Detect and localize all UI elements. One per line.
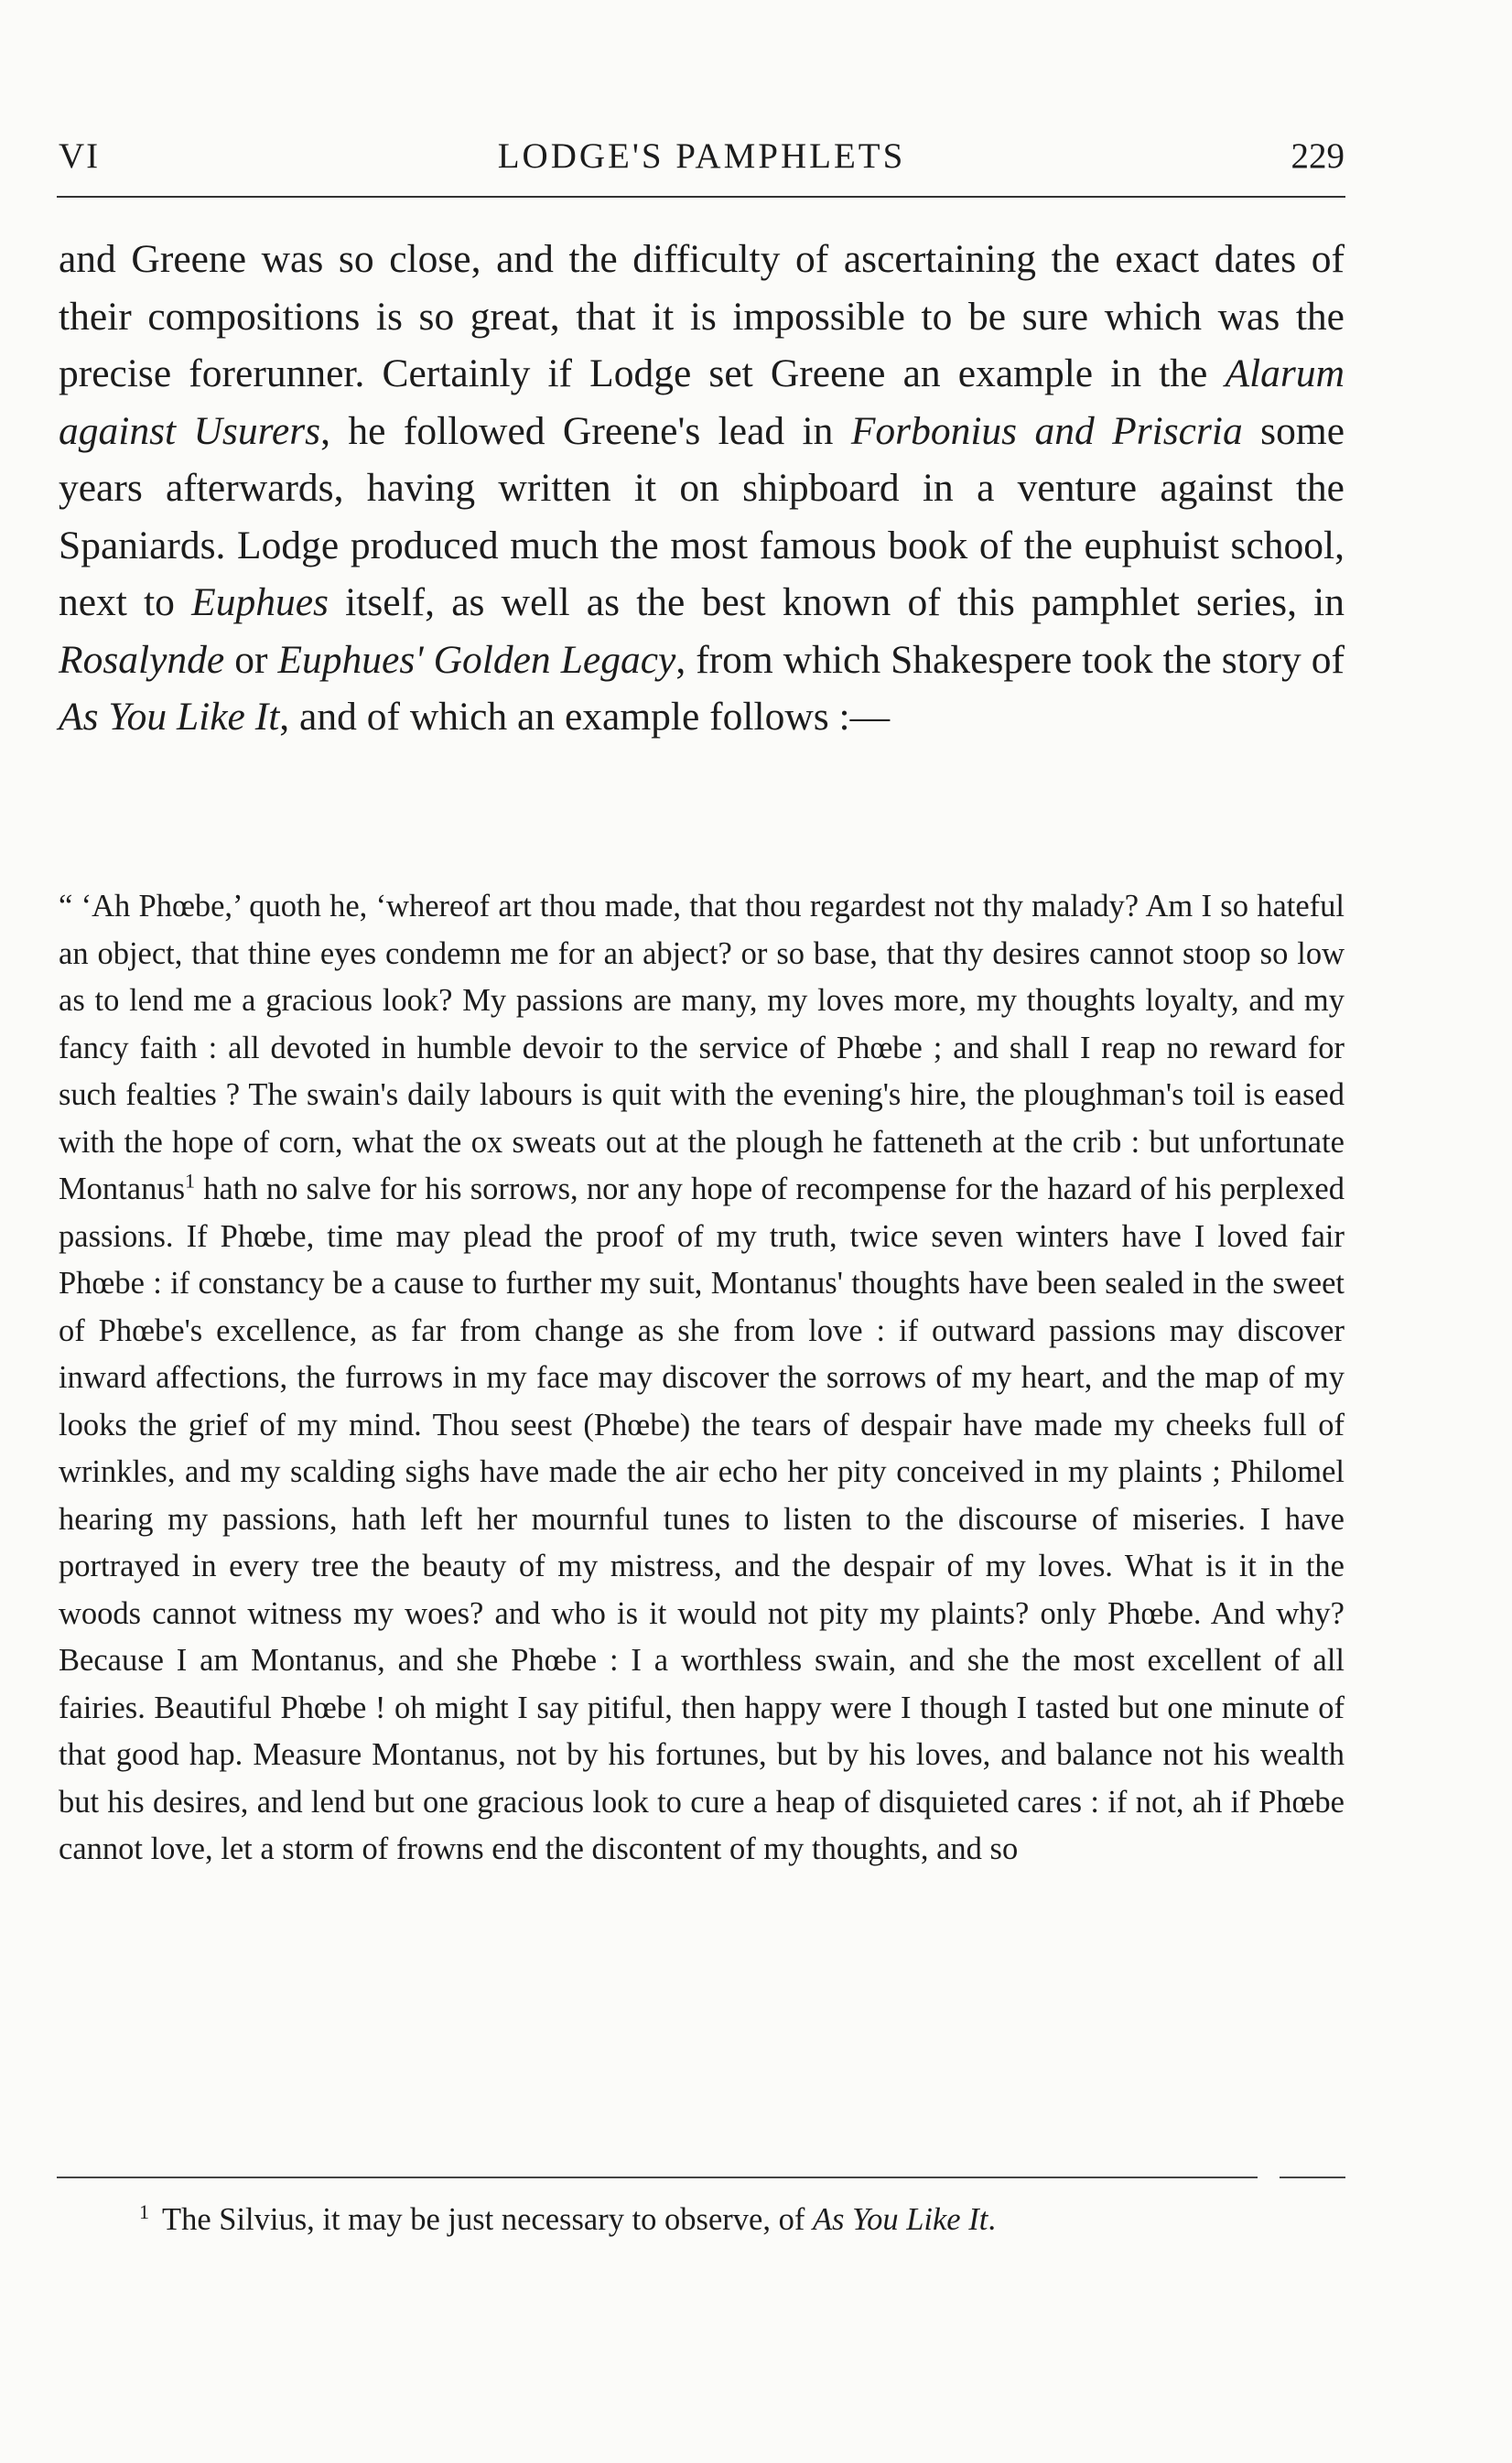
footnote-end: . [988,2202,996,2237]
quote-text-segment: “ ‘Ah Phœbe,’ quoth he, ‘whereof art thou made, that thou regardest not thy malady? Am I so hateful an object, that thine eyes condemn me for an abject? or so base, that thy desires cannot stoop so low as to lend me a gracious look? My passions are many, my loves more, my thoughts loyalty, and my fancy faith : all devoted in humble devoir to the service of Phœbe ; and shall I reap no reward for such fealties ? The swain's daily labours is quit with the evening's hire, the ploughman's toil is eased with the hope of corn, what the ox sweats out at the plough he fatteneth at the crib : but unfortunate Montanus [59,889,1345,1206]
title-alarum-against-usurers: Alarum against Usurers [59,351,1345,453]
footnote-mark: 1 [139,2199,149,2223]
title-rosalynde: Rosalynde [59,637,225,682]
block-quotation [59,883,1345,1874]
body-text-segment: , he followed Greene's lead in [320,408,851,453]
title-forbonius-and-priscria: Forbonius and Priscria [850,408,1243,453]
body-text-segment: or [224,637,278,682]
body-text-segment: , and of which an example follows :— [279,695,891,739]
quote-text-segment: hath no salve for his sorrows, nor any hope of recompense for the hazard of his perplexed passions. If Phœbe, time may plead the proof of my truth, twice seven winters have I loved fair Phœbe : if constancy be a cause to further my suit, Montanus' thoughts have been sealed in the sweet of Phœbe's excellence, as far from change as she from love : if outward passions may discover inward affections, the furrows in my face may discover the sorrows of my heart, and the map of my looks the grief of my mind. Thou seest (Phœbe) the tears of despair have made my cheeks full of wrinkles, and my scalding sighs have made the air echo her pity conceived in my plaints ; Philomel hearing my passions, hath left her mournful tunes to listen to the discourse of miseries. I have portrayed in every tree the beauty of my mistress, and the despair of my loves. What is it in the woods cannot witness my woes? and who is it would not pity my plaints? only Phœbe. And why? Because I am Montanus, and she Phœbe : I a worthless swain, and she the most excellent of all fairies. Beautiful Phœbe ! oh might I say pitiful, then happy were I though I tasted but one minute of that good hap. Measure Montanus, not by his fortunes, but by his loves, and balance not his wealth but his desires, and lend but one gracious look to cure a heap of disquieted cares : if not, ah if Phœbe cannot love, let a storm of frowns end the discontent of my thoughts, and so [59,1172,1345,1866]
body-text-segment: , from which Shakespere took the story of [675,637,1345,682]
footnote-rule-tail [1280,2177,1345,2178]
footnote-rule [57,2177,1258,2178]
footnote-text: The Silvius, it may be just necessary to observe, of [162,2202,813,2237]
title-euphues-golden-legacy: Euphues' Golden Legacy [277,637,676,682]
body-paragraph [59,231,1345,746]
body-text-segment: itself, as well as the best known of this pamphlet series, in [328,580,1345,624]
title-euphues: Euphues [191,580,329,624]
body-text-segment: and Greene was so close, and the difficulty of ascertaining the exact dates of their compositions is so great, that it is impossible to be sure which was the precise forerunner. Certainly if Lodge set Greene an example in the [59,237,1345,395]
chapter-number: VI [59,136,101,176]
header-rule [57,196,1345,198]
footnote [59,2197,1345,2242]
footnote-reference: 1 [185,1169,195,1193]
running-header [59,135,1345,181]
page-number: 229 [1291,136,1345,176]
title-as-you-like-it: As You Like It [59,695,280,739]
running-title: LODGE'S PAMPHLETS [497,136,906,176]
body-text-segment: some years afterwards, having written it on shipboard in a venture against the Spaniards. Lodge produced much the most famous book of the euphuist school, next to [59,408,1345,624]
footnote-title: As You Like It [812,2202,988,2237]
